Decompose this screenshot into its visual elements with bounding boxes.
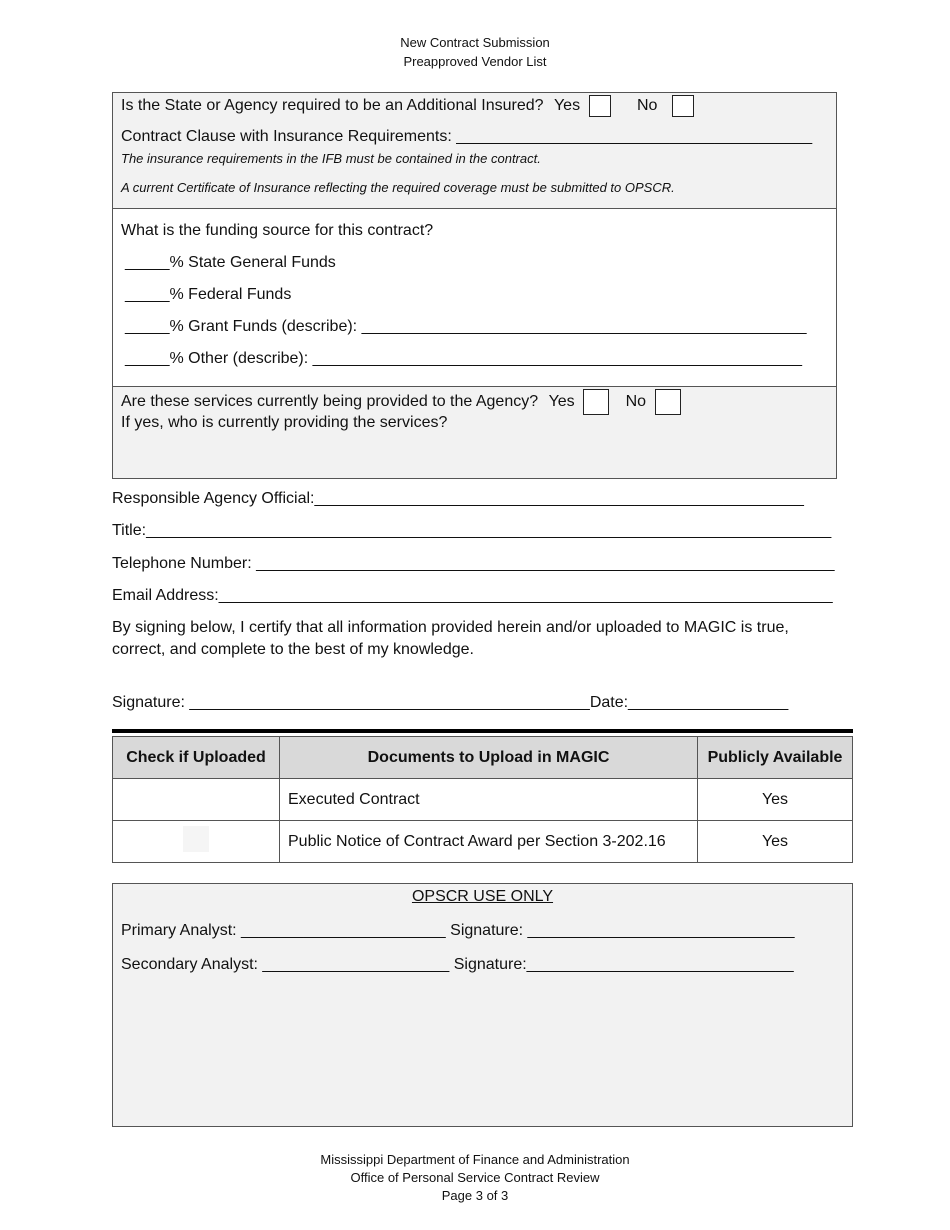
upload-check-cell[interactable] [113, 779, 280, 821]
footer-line-1: Mississippi Department of Finance and Administration [320, 1152, 630, 1167]
services-yes-label: Yes [548, 393, 575, 411]
services-yes-checkbox[interactable] [583, 389, 609, 415]
funding-section [112, 208, 837, 387]
col-check-uploaded: Check if Uploaded [113, 737, 280, 779]
header-line-1: New Contract Submission [400, 35, 550, 50]
insurance-question: Is the State or Agency required to be an Additional Insured? [121, 97, 544, 115]
table-row [113, 821, 853, 863]
document-name: Executed Contract [280, 779, 698, 821]
header-line-2: Preapproved Vendor List [403, 54, 547, 69]
upload-checkbox[interactable] [183, 826, 209, 852]
funding-federal-field[interactable]: _____% Federal Funds [125, 286, 292, 303]
funding-other-field[interactable]: _____% Other (describe): _______________________________________________________ [125, 350, 803, 367]
document-name: Public Notice of Contract Award per Section 3-202.16 [280, 821, 698, 863]
email-field[interactable]: Email Address:_____________________________________________________________________ [112, 587, 833, 604]
insurance-yes-label: Yes [553, 97, 581, 115]
services-followup: If yes, who is currently providing the services? [121, 414, 448, 431]
divider [112, 729, 853, 733]
secondary-analyst-field[interactable]: Secondary Analyst: _____________________ Signature:______________________________ [121, 956, 794, 973]
services-no-label: No [625, 393, 647, 411]
title-field[interactable]: Title:_____________________________________________________________________________ [112, 522, 832, 539]
footer-line-2: Office of Personal Service Contract Review [350, 1170, 600, 1185]
col-documents: Documents to Upload in MAGIC [280, 737, 698, 779]
funding-question: What is the funding source for this contract? [121, 222, 434, 239]
col-publicly-available: Publicly Available [698, 737, 853, 779]
certify-text-2: correct, and complete to the best of my knowledge. [112, 641, 474, 658]
opscr-section [112, 883, 853, 1127]
telephone-field[interactable]: Telephone Number: _________________________________________________________________ [112, 555, 835, 572]
responsible-official-field[interactable]: Responsible Agency Official:_______________________________________________________ [112, 490, 804, 507]
upload-check-cell[interactable] [113, 821, 280, 863]
insurance-no-checkbox[interactable] [672, 95, 694, 117]
funding-grant-field[interactable]: _____% Grant Funds (describe): __________________________________________________ [125, 318, 807, 335]
services-section [112, 386, 837, 479]
insurance-section [112, 92, 837, 209]
table-row [113, 779, 853, 821]
page-number: Page 3 of 3 [441, 1188, 509, 1203]
opscr-title: OPSCR USE ONLY [411, 888, 554, 905]
services-question-row [121, 389, 681, 415]
funding-state-field[interactable]: _____% State General Funds [125, 254, 336, 271]
primary-analyst-field[interactable]: Primary Analyst: _______________________ Signature: ______________________________ [121, 922, 795, 939]
services-no-checkbox[interactable] [655, 389, 681, 415]
insurance-clause-field[interactable]: Contract Clause with Insurance Requirements: ________________________________________ [121, 128, 813, 145]
insurance-note-1: The insurance requirements in the IFB must be contained in the contract. [121, 151, 541, 166]
document-availability: Yes [698, 779, 853, 821]
signature-date-field[interactable]: Signature: _____________________________________________Date:__________________ [112, 694, 789, 711]
insurance-question-row [121, 95, 694, 117]
documents-table [112, 736, 853, 863]
services-question: Are these services currently being provided to the Agency? [121, 393, 539, 411]
document-availability: Yes [698, 821, 853, 863]
insurance-yes-checkbox[interactable] [589, 95, 611, 117]
insurance-no-label: No [636, 97, 658, 115]
certify-text-1: By signing below, I certify that all information provided herein and/or uploaded to MAGIC is true, [112, 619, 789, 636]
insurance-note-2: A current Certificate of Insurance reflecting the required coverage must be submitted to OPSCR. [121, 180, 675, 195]
